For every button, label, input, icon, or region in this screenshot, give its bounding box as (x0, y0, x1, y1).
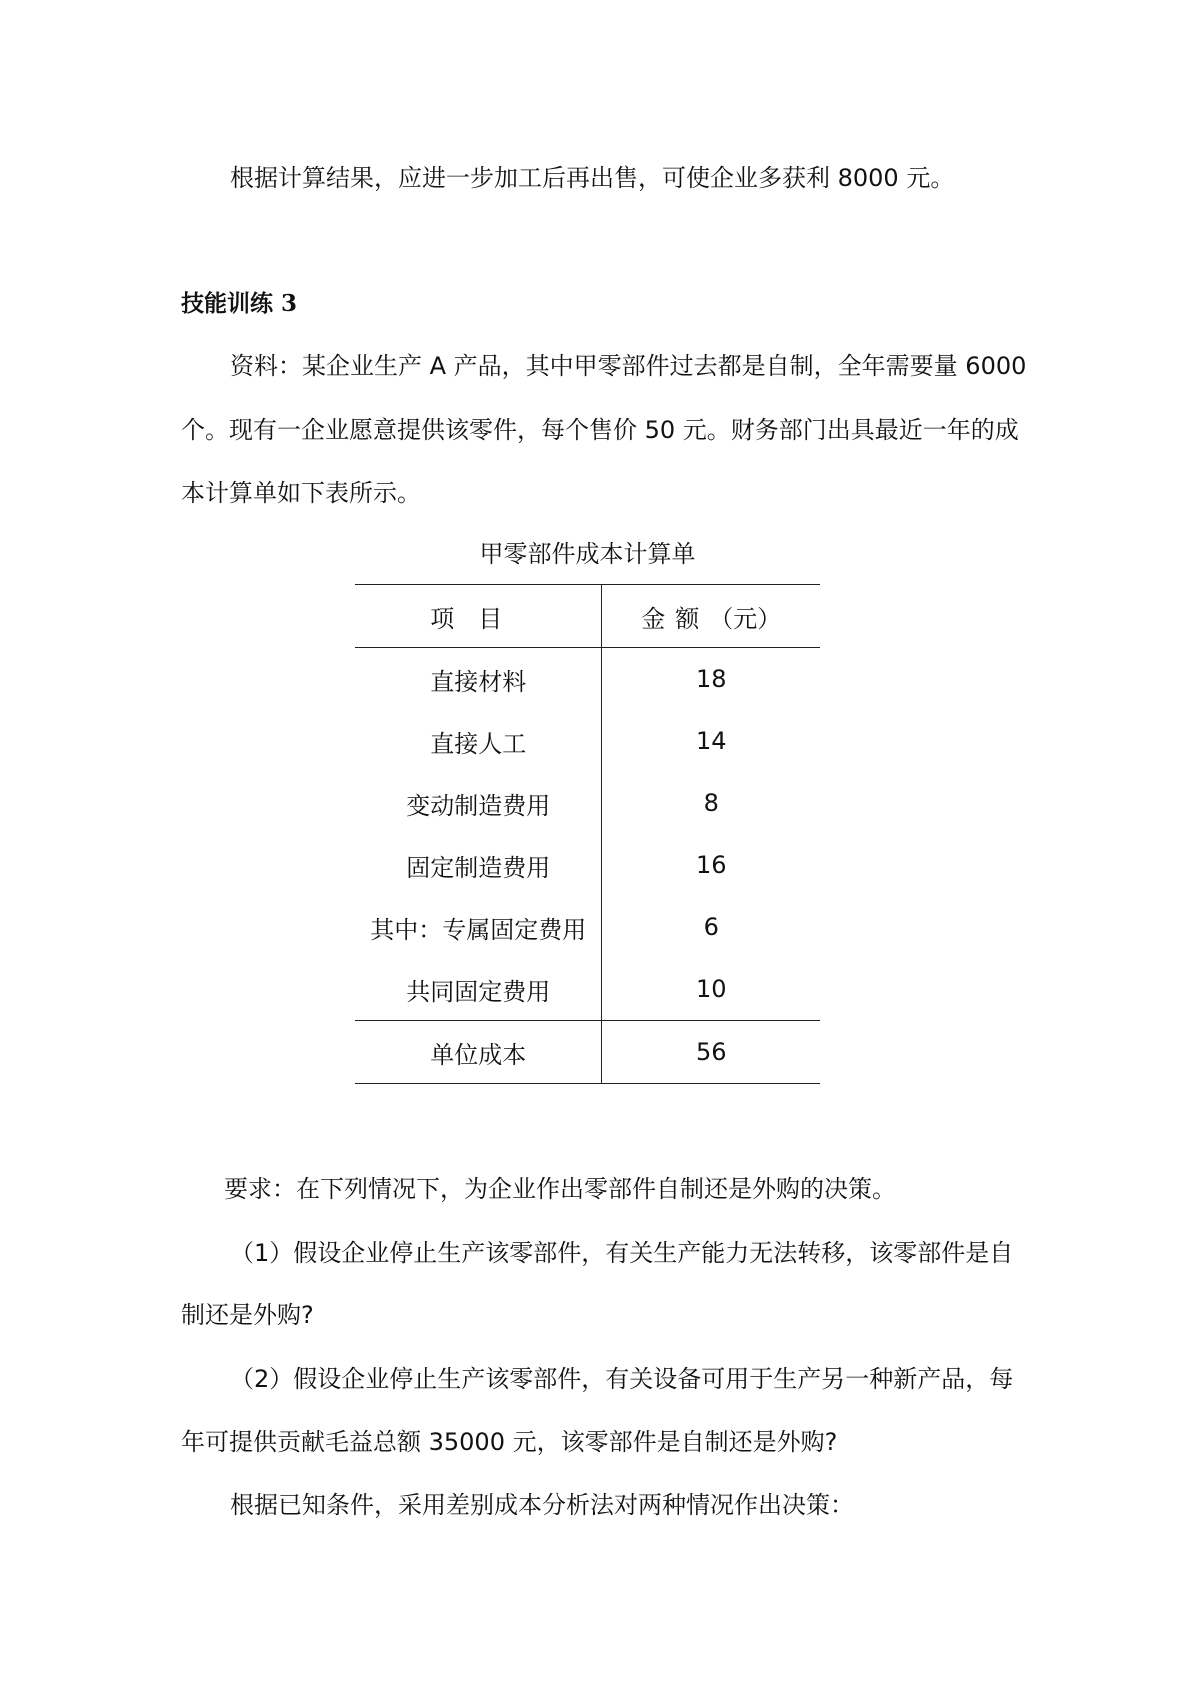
table-header-row (355, 585, 820, 648)
question-2-line-1: （2）假设企业停止生产该零部件，有关设备可用于生产另一种新产品，每 (230, 1365, 1014, 1393)
table-row (355, 648, 820, 711)
cost-table (355, 584, 820, 1084)
total-item: 单位成本 (355, 1021, 602, 1084)
table-caption: 甲零部件成本计算单 (479, 540, 696, 568)
row-amount: 8 (703, 789, 719, 817)
header-item: 项目 (355, 585, 602, 648)
row-item: 直接人工 (355, 710, 602, 772)
row-item: 直接材料 (355, 648, 602, 711)
row-amount: 18 (695, 665, 727, 693)
question-1-line-2: 制还是外购? (181, 1301, 314, 1329)
material-line-1: 资料：某企业生产 A 产品，其中甲零部件过去都是自制，全年需要量 6000 (230, 352, 1027, 380)
table-row (355, 958, 820, 1021)
row-amount: 16 (695, 851, 727, 879)
row-amount: 14 (695, 727, 727, 755)
row-item: 变动制造费用 (355, 772, 602, 834)
question-1-line-1: （1）假设企业停止生产该零部件，有关生产能力无法转移，该零部件是自 (230, 1239, 1014, 1267)
row-item: 其中：专属固定费用 (355, 896, 602, 958)
requirement-text: 要求：在下列情况下，为企业作出零部件自制还是外购的决策。 (224, 1175, 896, 1203)
material-line-2: 个。现有一企业愿意提供该零件，每个售价 50 元。财务部门出具最近一年的成 (181, 416, 1019, 444)
question-2-line-2: 年可提供贡献毛益总额 35000 元，该零部件是自制还是外购? (181, 1428, 838, 1456)
row-amount: 6 (703, 913, 719, 941)
table-row (355, 896, 820, 958)
header-amount: 金额（元） (641, 604, 782, 633)
table-row (355, 772, 820, 834)
conclusion-text: 根据计算结果，应进一步加工后再出售，可使企业多获利 8000 元。 (230, 164, 955, 192)
section-heading: 技能训练 3 (181, 290, 298, 317)
row-item: 固定制造费用 (355, 834, 602, 896)
table-total-row (355, 1021, 820, 1084)
table-row (355, 710, 820, 772)
row-amount: 10 (695, 975, 727, 1003)
table-row (355, 834, 820, 896)
total-amount: 56 (695, 1038, 727, 1066)
row-item: 共同固定费用 (355, 958, 602, 1021)
decision-intro: 根据已知条件，采用差别成本分析法对两种情况作出决策： (230, 1491, 854, 1519)
material-line-3: 本计算单如下表所示。 (181, 479, 421, 507)
